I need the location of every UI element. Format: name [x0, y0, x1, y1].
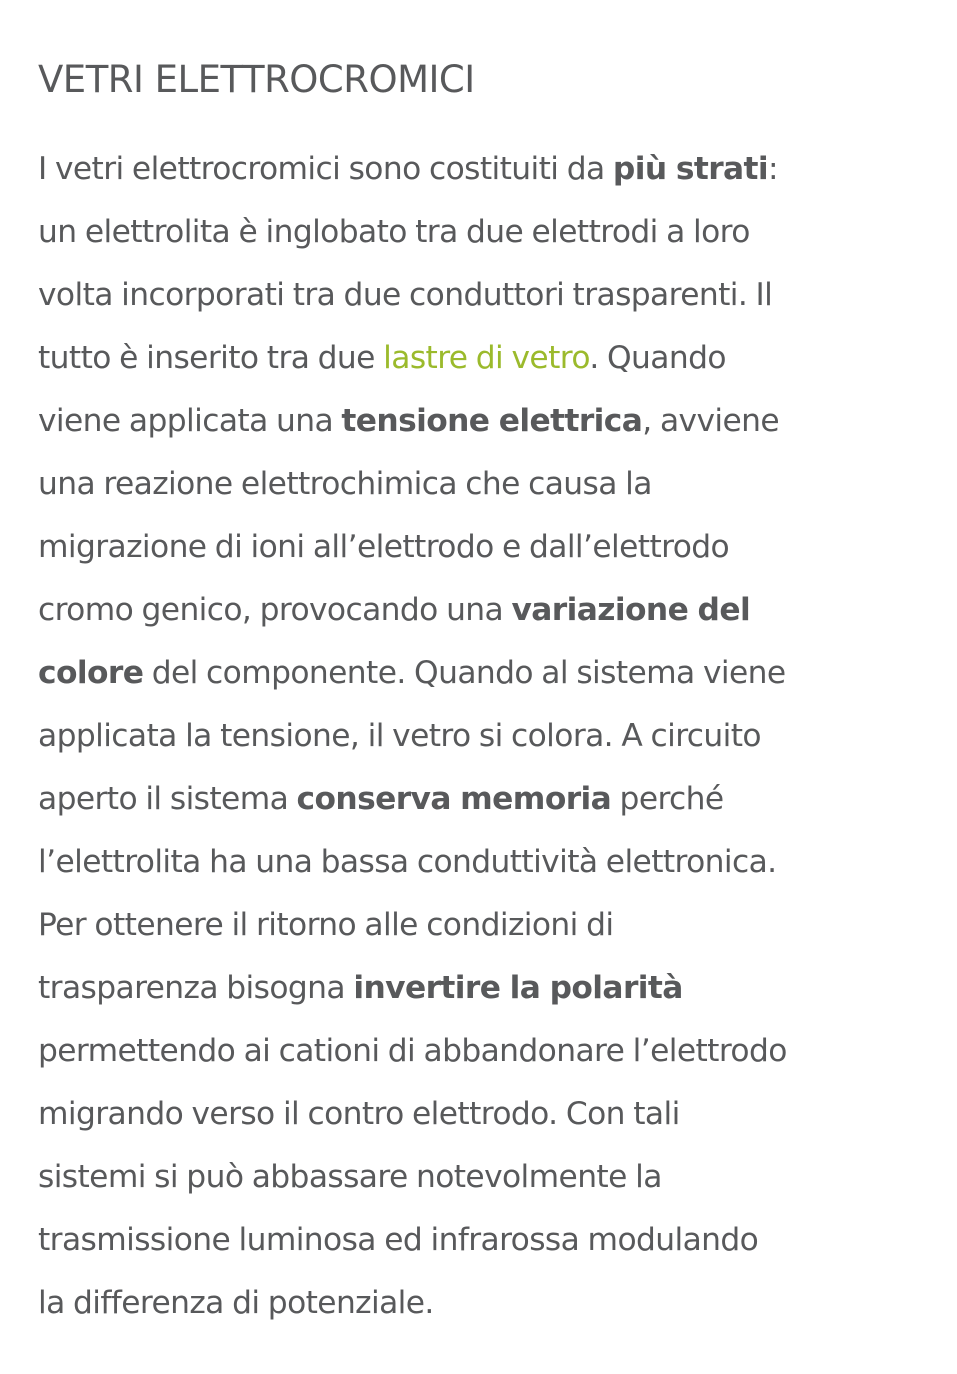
text-run: migrando verso il contro elettrodo. Con tali: [38, 1096, 680, 1132]
paragraph-line: [38, 390, 953, 453]
article-title: VETRI ELETTROCROMICI: [38, 58, 475, 101]
text-run: l’elettrolita ha una bassa conduttività elettronica.: [38, 844, 777, 880]
text-run: aperto il sistema: [38, 781, 297, 817]
paragraph-line: [38, 1020, 953, 1083]
text-run: trasmissione luminosa ed infrarossa modulando: [38, 1222, 759, 1258]
paragraph-line: [38, 579, 953, 642]
link-lastre-di-vetro[interactable]: lastre di vetro: [383, 340, 590, 376]
paragraph-line: [38, 1083, 953, 1146]
paragraph-line: [38, 1272, 953, 1335]
text-run: , avviene: [642, 403, 780, 439]
paragraph-line: [38, 327, 953, 390]
emphasis-tensione-elettrica: tensione elettrica: [341, 403, 643, 439]
emphasis-variazione-del: variazione del: [511, 592, 751, 628]
paragraph-line: [38, 831, 953, 894]
text-run: :: [768, 151, 778, 187]
text-run: viene applicata una: [38, 403, 342, 439]
text-run: tutto è inserito tra due: [38, 340, 384, 376]
text-run: applicata la tensione, il vetro si colora. A circuito: [38, 718, 761, 754]
emphasis-conserva-memoria: conserva memoria: [296, 781, 612, 817]
text-run: perché: [611, 781, 724, 817]
text-run: la differenza di potenziale.: [38, 1285, 434, 1321]
paragraph-line: [38, 516, 953, 579]
emphasis-invertire-la-polarita: invertire la polarità: [353, 970, 683, 1006]
paragraph-line: [38, 768, 953, 831]
paragraph-line: [38, 201, 953, 264]
text-run: migrazione di ioni all’elettrodo e dall’elettrodo: [38, 529, 730, 565]
text-run: I vetri elettrocromici sono costituiti da: [38, 151, 613, 187]
text-run: permettendo ai cationi di abbandonare l’elettrodo: [38, 1033, 787, 1069]
text-run: volta incorporati tra due conduttori trasparenti. Il: [38, 277, 773, 313]
text-run: sistemi si può abbassare notevolmente la: [38, 1159, 662, 1195]
text-run: del componente. Quando al sistema viene: [143, 655, 786, 691]
text-run: un elettrolita è inglobato tra due elettrodi a loro: [38, 214, 750, 250]
text-run: cromo genico, provocando una: [38, 592, 512, 628]
text-run: Per ottenere il ritorno alle condizioni di: [38, 907, 614, 943]
paragraph-line: [38, 642, 953, 705]
emphasis-colore: colore: [38, 655, 144, 691]
emphasis-piu-strati: più strati: [612, 151, 769, 187]
paragraph-line: [38, 894, 953, 957]
paragraph-line: [38, 264, 953, 327]
text-run: . Quando: [589, 340, 726, 376]
paragraph-line: [38, 705, 953, 768]
paragraph-line: [38, 957, 953, 1020]
paragraph-line: [38, 453, 953, 516]
paragraph-line: [38, 138, 953, 201]
paragraph-line: [38, 1146, 953, 1209]
paragraph-line: [38, 1209, 953, 1272]
text-run: una reazione elettrochimica che causa la: [38, 466, 652, 502]
text-run: trasparenza bisogna: [38, 970, 354, 1006]
article-paragraph: [38, 138, 953, 1335]
